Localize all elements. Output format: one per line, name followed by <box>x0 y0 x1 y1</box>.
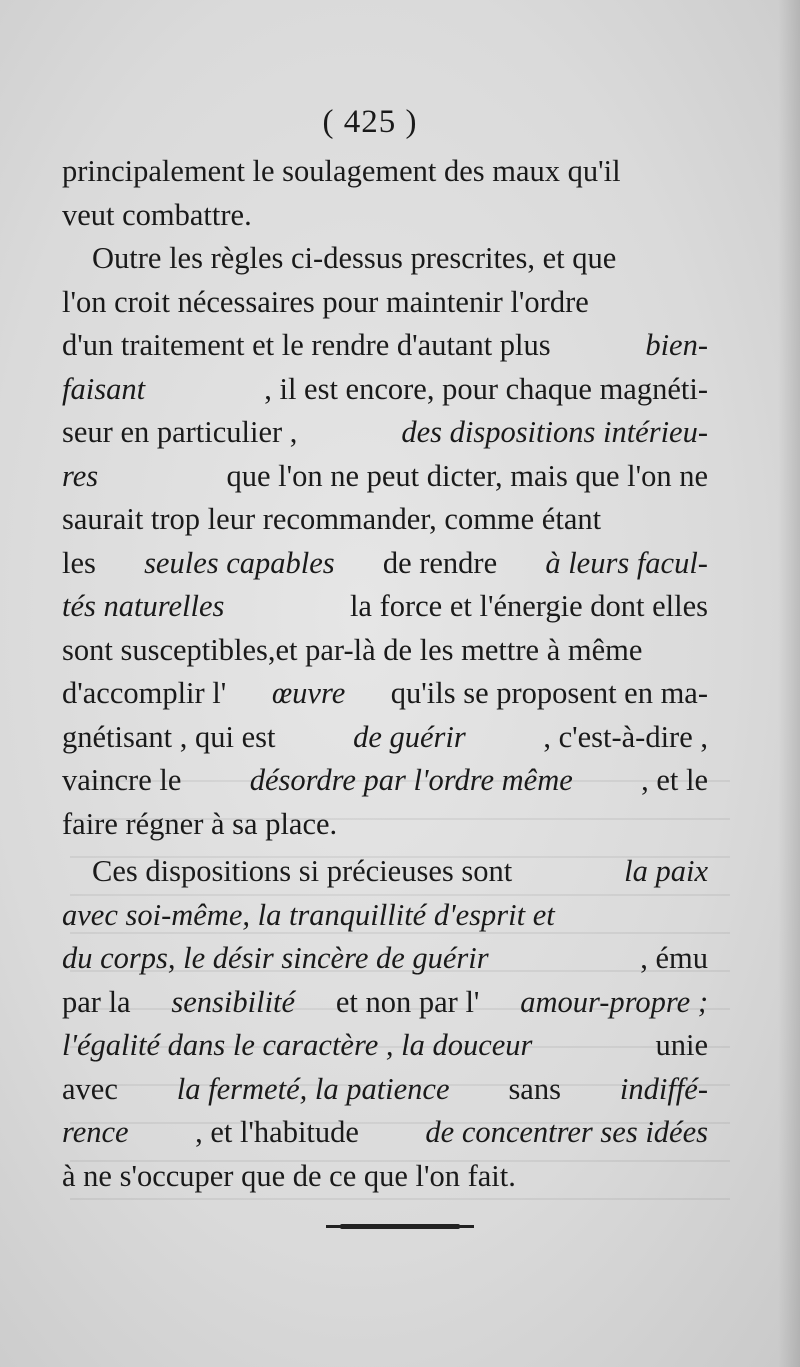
text-segment: gnétisant , qui est <box>62 719 276 754</box>
text-segment: faire régner à sa place. <box>62 806 338 841</box>
text-segment: que l'on ne peut dicter, mais que l'on ne <box>226 458 708 493</box>
italic-text-segment: rence <box>62 1115 129 1149</box>
italic-text-segment: œuvre <box>271 676 346 710</box>
text-line <box>62 894 708 938</box>
italic-text-segment: du corps, le désir sincère de guérir <box>62 941 489 975</box>
end-rule-ornament <box>340 1224 460 1229</box>
text-segment: vaincre le <box>62 763 182 797</box>
italic-text-segment: sensibilité <box>171 984 296 1019</box>
italic-text-segment: tés naturelles <box>62 589 225 623</box>
text-segment: par la <box>62 984 131 1019</box>
text-segment: la force et l'énergie dont elles <box>349 589 708 623</box>
text-segment: , ému <box>640 941 708 975</box>
text-segment: l'on croit nécessaires pour maintenir l'ordre <box>62 284 589 319</box>
text-line <box>62 1111 708 1155</box>
text-line <box>62 981 708 1025</box>
text-segment: sans <box>508 1071 561 1106</box>
text-segment: , c'est-à-dire , <box>543 719 708 754</box>
page-number: ( 425 ) <box>322 104 418 140</box>
italic-text-segment: l'égalité dans le caractère , la douceur <box>62 1028 533 1062</box>
text-segment: les <box>62 545 96 580</box>
text-line <box>62 759 708 803</box>
text-line <box>62 672 708 716</box>
text-line <box>62 629 708 673</box>
italic-text-segment: désordre par l'ordre même <box>249 763 573 797</box>
italic-text-segment: la fermeté, la patience <box>176 1071 450 1106</box>
text-segment: principalement le soulagement des maux qu'il <box>62 154 621 188</box>
text-segment: , et le <box>641 763 708 797</box>
text-line <box>62 542 708 586</box>
text-line <box>62 324 708 368</box>
text-segment: seur en particulier , <box>62 415 298 449</box>
text-line <box>62 281 708 325</box>
text-segment: unie <box>655 1028 708 1062</box>
text-line <box>62 368 708 412</box>
text-segment: d'accomplir l' <box>62 676 227 710</box>
text-line <box>62 585 708 629</box>
italic-text-segment: la paix <box>624 854 708 888</box>
text-segment: qu'ils se proposent en ma- <box>390 676 708 710</box>
text-segment: saurait trop leur recommander, comme étant <box>62 502 602 536</box>
italic-text-segment: de concentrer ses idées <box>425 1115 708 1149</box>
text-line <box>62 850 708 894</box>
italic-text-segment: seules capables <box>144 545 335 580</box>
italic-text-segment: à leurs facul- <box>545 545 708 580</box>
italic-text-segment: avec soi-même, la tranquillité d'esprit et <box>62 897 555 932</box>
text-line <box>62 498 708 542</box>
text-line <box>62 716 708 760</box>
italic-text-segment: des dispositions intérieu- <box>401 415 708 449</box>
text-segment: veut combattre. <box>62 197 252 232</box>
text-line <box>62 1024 708 1068</box>
text-line <box>62 1155 708 1199</box>
text-line <box>62 237 708 281</box>
text-segment: de rendre <box>382 545 498 580</box>
text-segment: , il est encore, pour chaque magnéti- <box>264 371 708 406</box>
text-segment: à ne s'occuper que de ce que l'on fait. <box>62 1158 516 1193</box>
text-line <box>62 150 708 194</box>
text-line <box>62 803 708 847</box>
text-segment: Ces dispositions si précieuses sont <box>92 854 513 888</box>
text-line <box>62 455 708 499</box>
text-segment: et non par l' <box>335 984 480 1019</box>
page-edge-shadow <box>778 0 800 1367</box>
italic-text-segment: amour-propre ; <box>520 984 708 1019</box>
text-line <box>62 194 708 238</box>
text-segment: , et l'habitude <box>195 1115 359 1149</box>
text-line <box>62 411 708 455</box>
text-segment: d'un traitement et le rendre d'autant plus <box>62 328 551 362</box>
text-segment: Outre les règles ci-dessus prescrites, et que <box>92 241 617 275</box>
body-text <box>62 150 708 1198</box>
text-segment: sont susceptibles,et par-là de les mettre à même <box>62 632 643 667</box>
text-segment: avec <box>62 1071 118 1106</box>
italic-text-segment: indiffé- <box>619 1071 708 1106</box>
text-line <box>62 1068 708 1112</box>
italic-text-segment: faisant <box>62 371 146 406</box>
italic-text-segment: res <box>62 458 99 493</box>
italic-text-segment: bien- <box>645 328 708 362</box>
text-line <box>62 937 708 981</box>
italic-text-segment: de guérir <box>353 719 466 754</box>
